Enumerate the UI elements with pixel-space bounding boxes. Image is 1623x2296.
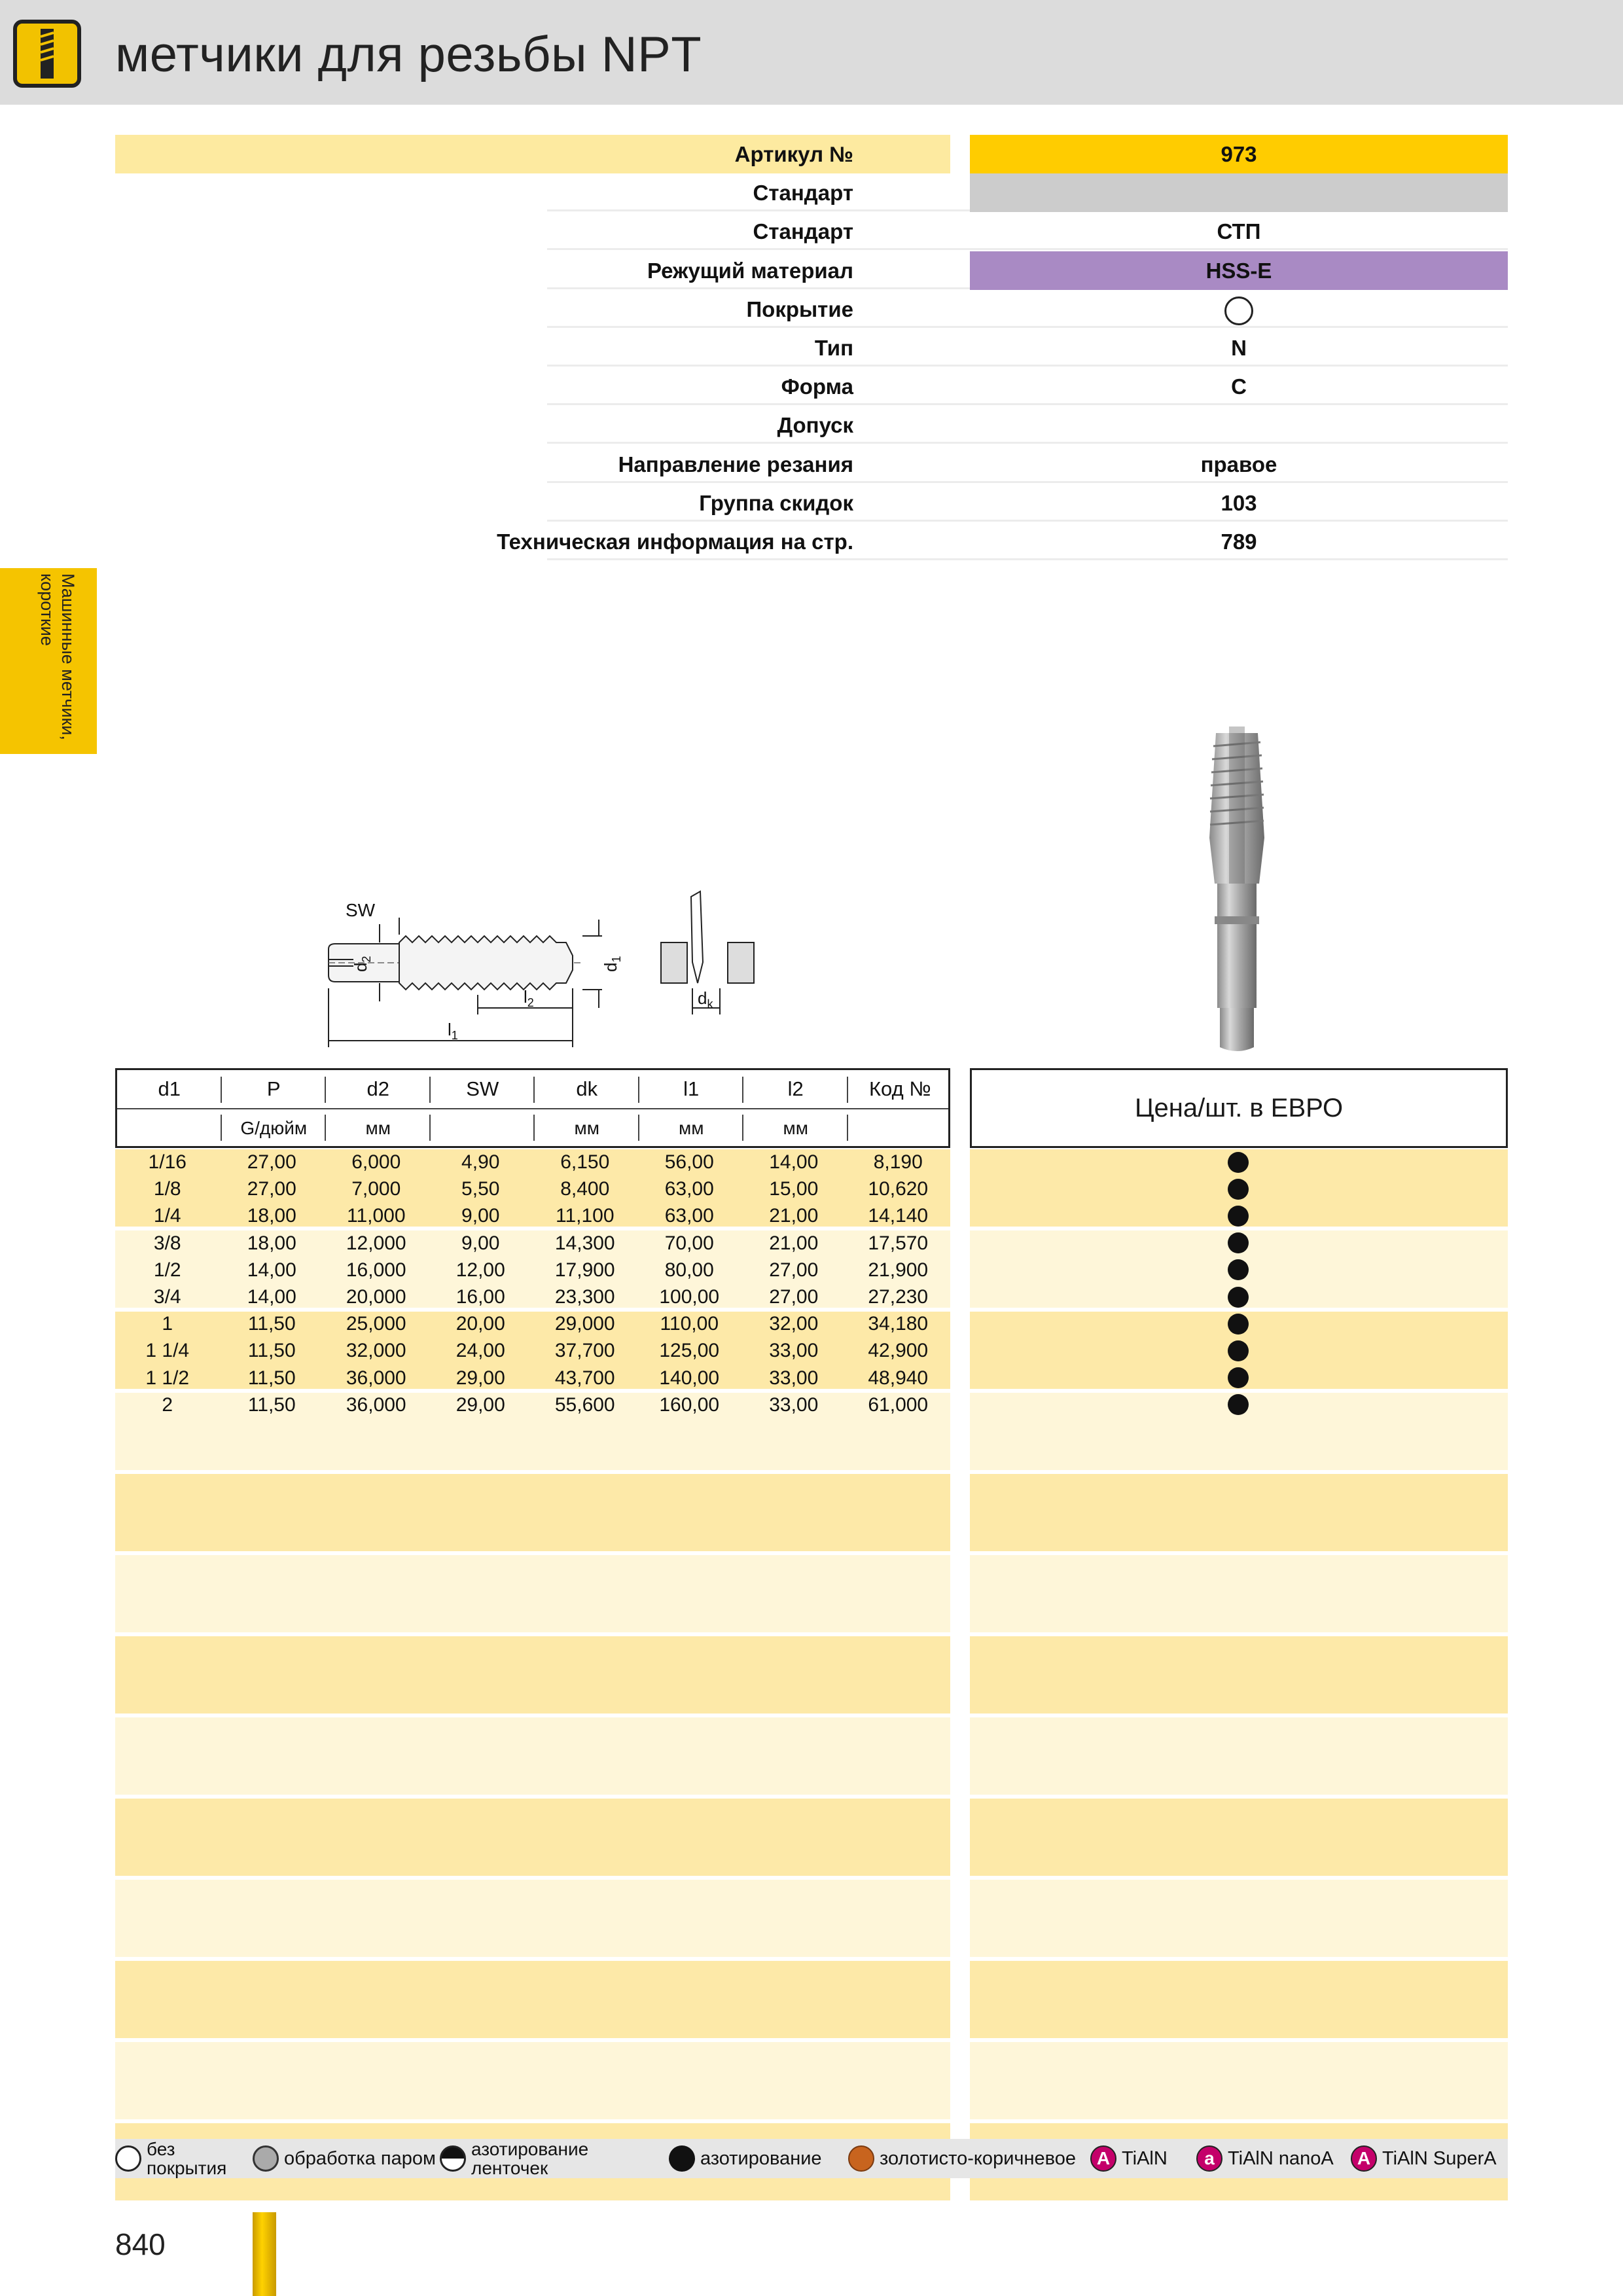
spec-label: Направление резания bbox=[618, 452, 853, 476]
column-unit: мм bbox=[365, 1118, 391, 1138]
spec-value bbox=[970, 406, 1508, 444]
spec-label: Тип bbox=[814, 336, 853, 360]
drawing-label-l1: $l_1$ bbox=[448, 1020, 458, 1042]
table-cell: 48,940 bbox=[868, 1367, 929, 1389]
legend-symbol-letter: A bbox=[1357, 2148, 1371, 2168]
column-unit bbox=[117, 1109, 222, 1147]
table-cell: 11,50 bbox=[247, 1340, 296, 1362]
spec-value-rule bbox=[970, 520, 1508, 522]
legend-label: золотисто-коричневое bbox=[880, 2147, 1076, 2169]
table-cell: 12,000 bbox=[346, 1232, 406, 1254]
column-unit bbox=[431, 1109, 535, 1147]
spec-label: Артикул № bbox=[734, 142, 853, 166]
spec-row bbox=[115, 290, 1508, 329]
table-cell: 20,00 bbox=[455, 1313, 505, 1335]
legend-label: азотирование bbox=[700, 2147, 822, 2169]
table-cell: 1/16 bbox=[148, 1151, 187, 1173]
column-separator bbox=[742, 1115, 743, 1141]
table-cell: 61,000 bbox=[868, 1393, 929, 1416]
spec-row bbox=[115, 484, 1508, 522]
table-cell: 4,90 bbox=[461, 1151, 500, 1173]
legend-item bbox=[115, 2139, 226, 2178]
table-cell: 1/8 bbox=[153, 1178, 181, 1200]
spec-value-rule bbox=[970, 365, 1508, 367]
letter-a-circle-icon bbox=[1196, 2145, 1222, 2172]
column-separator bbox=[638, 1115, 639, 1141]
availability-dot-icon bbox=[1228, 1152, 1249, 1173]
table-cell: 16,00 bbox=[455, 1286, 505, 1308]
spec-value-rule bbox=[970, 403, 1508, 405]
table-row bbox=[115, 1202, 950, 1229]
row-band bbox=[115, 2042, 950, 2119]
spec-row bbox=[115, 522, 1508, 561]
drawing-label-d1: $d_1$ bbox=[601, 956, 623, 972]
spec-row bbox=[115, 329, 1508, 367]
availability-dot-icon bbox=[1228, 1314, 1249, 1335]
legend-label: TiAlN bbox=[1122, 2147, 1168, 2169]
grey-circle-icon bbox=[253, 2145, 279, 2172]
brown-circle-icon bbox=[848, 2145, 874, 2172]
table-cell: 6,000 bbox=[351, 1151, 401, 1173]
column-separator bbox=[325, 1115, 326, 1141]
legend-symbol-letter: A bbox=[1096, 2148, 1111, 2168]
spec-label: Техническая информация на стр. bbox=[497, 529, 853, 554]
table-cell: 27,230 bbox=[868, 1286, 929, 1308]
column-separator bbox=[325, 1077, 326, 1103]
table-cell: 70,00 bbox=[664, 1232, 714, 1254]
table-cell: 140,00 bbox=[659, 1367, 720, 1389]
row-band bbox=[970, 1474, 1508, 1551]
table-cell: 11,50 bbox=[247, 1313, 296, 1335]
spec-value: C bbox=[1231, 374, 1247, 399]
table-cell: 8,400 bbox=[560, 1178, 610, 1200]
spec-value-rule bbox=[970, 248, 1508, 250]
drawing-label-dk: $d_k$ bbox=[698, 988, 713, 1011]
table-cell: 125,00 bbox=[659, 1340, 720, 1362]
legend-item bbox=[253, 2139, 436, 2178]
table-cell: 43,700 bbox=[554, 1367, 615, 1389]
legend-label: без покрытия bbox=[147, 2139, 227, 2178]
table-cell: 14,00 bbox=[247, 1259, 296, 1281]
table-cell: 20,000 bbox=[346, 1286, 406, 1308]
spec-row bbox=[115, 173, 1508, 212]
table-cell: 15,00 bbox=[769, 1178, 819, 1200]
drawing-label-d2: $d_2$ bbox=[351, 956, 373, 972]
table-cell: 160,00 bbox=[659, 1393, 720, 1416]
column-header: l1 bbox=[683, 1077, 700, 1100]
legend-symbol-letter: a bbox=[1204, 2148, 1215, 2168]
table-cell: 34,180 bbox=[868, 1313, 929, 1335]
legend-label: TiAlN nanoA bbox=[1228, 2147, 1334, 2169]
availability-dot-icon bbox=[1228, 1287, 1249, 1308]
row-band bbox=[115, 1474, 950, 1551]
column-separator bbox=[221, 1115, 222, 1141]
page-stripe bbox=[253, 2212, 276, 2296]
column-separator bbox=[221, 1077, 222, 1103]
spec-row bbox=[115, 406, 1508, 444]
table-cell: 11,000 bbox=[346, 1205, 406, 1227]
column-separator bbox=[742, 1077, 743, 1103]
legend-item bbox=[1351, 2139, 1497, 2178]
spec-value: правое bbox=[1200, 452, 1277, 476]
row-band bbox=[115, 1636, 950, 1713]
table-cell: 100,00 bbox=[659, 1286, 720, 1308]
column-header: SW bbox=[466, 1077, 499, 1100]
spec-value-rule bbox=[970, 481, 1508, 483]
spec-label: Форма bbox=[781, 374, 853, 399]
table-cell: 11,50 bbox=[247, 1393, 296, 1416]
table-cell: 36,000 bbox=[346, 1393, 406, 1416]
table-cell: 27,00 bbox=[769, 1286, 819, 1308]
column-separator bbox=[638, 1077, 639, 1103]
table-cell: 55,600 bbox=[554, 1393, 615, 1416]
table-cell: 3/4 bbox=[153, 1286, 181, 1308]
table-cell: 1/4 bbox=[153, 1205, 181, 1227]
price-column-header: Цена/шт. в ЕВРО bbox=[970, 1068, 1508, 1148]
column-separator bbox=[533, 1115, 535, 1141]
table-cell: 1 1/2 bbox=[145, 1367, 190, 1389]
availability-dot-icon bbox=[1228, 1206, 1249, 1227]
table-cell: 25,000 bbox=[346, 1313, 406, 1335]
column-separator bbox=[847, 1077, 848, 1103]
table-cell: 18,00 bbox=[247, 1205, 296, 1227]
spec-label: Стандарт bbox=[753, 181, 853, 206]
page-number: 840 bbox=[115, 2227, 166, 2261]
table-cell: 1 1/4 bbox=[145, 1340, 190, 1362]
empty-circle-icon bbox=[115, 2145, 141, 2172]
column-header: d1 bbox=[158, 1077, 181, 1100]
legend-item bbox=[848, 2139, 1076, 2178]
table-cell: 8,190 bbox=[873, 1151, 923, 1173]
table-cell: 9,00 bbox=[461, 1205, 500, 1227]
column-unit: мм bbox=[679, 1118, 704, 1138]
column-unit bbox=[848, 1109, 953, 1147]
row-band bbox=[970, 1799, 1508, 1876]
row-band bbox=[970, 1555, 1508, 1632]
column-unit: G/дюйм bbox=[240, 1118, 308, 1138]
row-band bbox=[970, 1636, 1508, 1713]
table-row bbox=[115, 1391, 950, 1418]
table-cell: 14,00 bbox=[247, 1286, 296, 1308]
tap-product-image bbox=[1191, 720, 1283, 1060]
table-cell: 63,00 bbox=[664, 1178, 714, 1200]
spec-value-rule bbox=[970, 442, 1508, 444]
coating-legend bbox=[115, 2139, 1508, 2178]
table-cell: 33,00 bbox=[769, 1393, 819, 1416]
table-cell: 32,00 bbox=[769, 1313, 819, 1335]
table-cell: 1/2 bbox=[153, 1259, 181, 1281]
table-row bbox=[115, 1365, 950, 1391]
column-unit: мм bbox=[783, 1118, 808, 1138]
availability-dot-icon bbox=[1228, 1367, 1249, 1388]
table-row bbox=[115, 1337, 950, 1364]
table-cell: 11,100 bbox=[555, 1205, 615, 1227]
table-cell: 27,00 bbox=[247, 1151, 296, 1173]
row-band bbox=[115, 1880, 950, 1957]
column-header: d2 bbox=[366, 1077, 389, 1100]
legend-item bbox=[1196, 2139, 1334, 2178]
table-cell: 21,900 bbox=[868, 1259, 929, 1281]
row-band bbox=[115, 1555, 950, 1632]
spec-value: N bbox=[1231, 336, 1247, 360]
drawing-label-sw: SW bbox=[346, 900, 376, 920]
availability-dot-icon bbox=[1228, 1232, 1249, 1253]
table-cell: 18,00 bbox=[247, 1232, 296, 1254]
legend-item bbox=[1090, 2139, 1168, 2178]
table-row bbox=[115, 1230, 950, 1257]
table-cell: 33,00 bbox=[769, 1340, 819, 1362]
table-cell: 42,900 bbox=[868, 1340, 929, 1362]
dimension-table-header bbox=[115, 1068, 950, 1148]
spec-value bbox=[970, 173, 1508, 212]
table-cell: 17,900 bbox=[554, 1259, 615, 1281]
table-cell: 9,00 bbox=[461, 1232, 500, 1254]
column-header: P bbox=[266, 1077, 281, 1100]
spec-row bbox=[115, 135, 1508, 173]
table-cell: 110,00 bbox=[660, 1313, 719, 1335]
spec-row bbox=[115, 251, 1508, 290]
technical-drawing bbox=[314, 884, 772, 1067]
row-band bbox=[970, 1880, 1508, 1957]
drawing-label-l2: $l_2$ bbox=[524, 987, 534, 1009]
spec-value: HSS-E bbox=[970, 251, 1508, 290]
spec-label: Покрытие bbox=[746, 296, 853, 321]
spec-value-rule bbox=[970, 326, 1508, 328]
table-cell: 33,00 bbox=[769, 1367, 819, 1389]
table-cell: 14,300 bbox=[554, 1232, 615, 1254]
letter-A-circle-icon bbox=[1351, 2145, 1377, 2172]
column-header: dk bbox=[576, 1077, 598, 1100]
table-cell: 5,50 bbox=[461, 1178, 500, 1200]
spec-label: Режущий материал bbox=[647, 258, 853, 283]
table-cell: 1 bbox=[162, 1313, 173, 1335]
spec-label: Группа скидок bbox=[699, 490, 853, 515]
table-cell: 12,00 bbox=[455, 1259, 505, 1281]
legend-label: обработка паром bbox=[284, 2147, 436, 2169]
spec-value-rule bbox=[970, 558, 1508, 560]
spec-row bbox=[115, 445, 1508, 484]
legend-label: TiAlN SuperA bbox=[1382, 2147, 1497, 2169]
table-cell: 14,140 bbox=[868, 1205, 929, 1227]
column-header: l2 bbox=[787, 1077, 804, 1100]
row-band bbox=[970, 1961, 1508, 2038]
availability-dot-icon bbox=[1228, 1340, 1249, 1361]
column-unit: мм bbox=[574, 1118, 599, 1138]
column-separator bbox=[429, 1115, 431, 1141]
row-band bbox=[970, 2042, 1508, 2119]
row-band bbox=[115, 1717, 950, 1795]
legend-item bbox=[440, 2139, 588, 2178]
table-cell: 21,00 bbox=[769, 1205, 819, 1227]
spec-value: 103 bbox=[1221, 490, 1257, 515]
table-cell: 24,00 bbox=[455, 1340, 505, 1362]
table-cell: 23,300 bbox=[554, 1286, 615, 1308]
spec-label: Стандарт bbox=[753, 219, 853, 244]
spec-row bbox=[115, 212, 1508, 251]
spec-row bbox=[115, 367, 1508, 406]
column-separator bbox=[847, 1115, 848, 1141]
table-cell: 80,00 bbox=[664, 1259, 714, 1281]
table-cell: 36,000 bbox=[346, 1367, 406, 1389]
table-cell: 3/8 bbox=[153, 1232, 181, 1254]
tap-category-icon bbox=[13, 20, 81, 88]
section-side-tab-label: Машинные метчики, короткие bbox=[37, 573, 78, 740]
table-cell: 29,000 bbox=[554, 1313, 615, 1335]
table-cell: 29,00 bbox=[455, 1367, 505, 1389]
spec-label: Допуск bbox=[777, 413, 853, 438]
table-cell: 56,00 bbox=[664, 1151, 714, 1173]
legend-label: азотирование ленточек bbox=[471, 2139, 589, 2178]
table-cell: 21,00 bbox=[769, 1232, 819, 1254]
column-separator bbox=[429, 1077, 431, 1103]
table-cell: 27,00 bbox=[247, 1178, 296, 1200]
table-cell: 16,000 bbox=[346, 1259, 406, 1281]
table-cell: 10,620 bbox=[868, 1178, 929, 1200]
page-title: метчики для резьбы NPT bbox=[115, 27, 702, 82]
uncoated-circle-icon bbox=[1224, 296, 1253, 325]
column-separator bbox=[533, 1077, 535, 1103]
row-band bbox=[970, 1717, 1508, 1795]
legend-item bbox=[669, 2139, 822, 2178]
table-row bbox=[115, 1283, 950, 1310]
table-cell: 11,50 bbox=[247, 1367, 296, 1389]
column-header: Код № bbox=[868, 1077, 931, 1100]
table-cell: 27,00 bbox=[769, 1259, 819, 1281]
table-row bbox=[115, 1257, 950, 1283]
row-band bbox=[115, 1799, 950, 1876]
table-cell: 6,150 bbox=[560, 1151, 610, 1173]
table-cell: 29,00 bbox=[455, 1393, 505, 1416]
black-circle-icon bbox=[669, 2145, 695, 2172]
spec-value: СТП bbox=[1217, 219, 1261, 244]
table-cell: 63,00 bbox=[664, 1205, 714, 1227]
table-cell: 37,700 bbox=[554, 1340, 615, 1362]
table-cell: 7,000 bbox=[351, 1178, 401, 1200]
table-cell: 14,00 bbox=[769, 1151, 819, 1173]
row-band bbox=[115, 1961, 950, 2038]
spec-value bbox=[970, 290, 1508, 329]
half-black-circle-icon bbox=[440, 2145, 466, 2172]
table-cell: 32,000 bbox=[346, 1340, 406, 1362]
table-cell: 2 bbox=[162, 1393, 173, 1416]
spec-value: 789 bbox=[1221, 529, 1257, 554]
table-row bbox=[115, 1175, 950, 1202]
letter-A-circle-icon bbox=[1090, 2145, 1116, 2172]
table-row bbox=[115, 1149, 950, 1175]
spec-value: 973 bbox=[970, 135, 1508, 173]
availability-dot-icon bbox=[1228, 1179, 1249, 1200]
table-cell: 17,570 bbox=[868, 1232, 929, 1254]
table-row bbox=[115, 1310, 950, 1337]
